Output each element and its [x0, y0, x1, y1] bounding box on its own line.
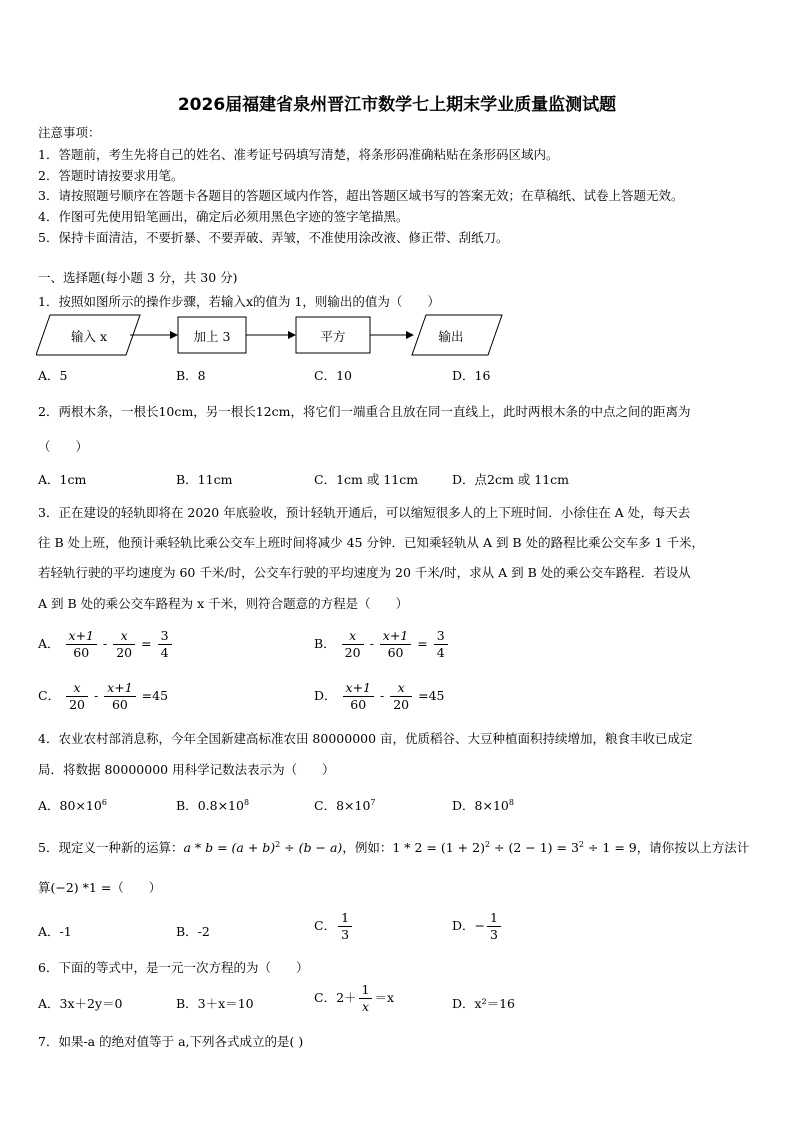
q4-line-1: 4．农业农村部消息称，今年全国新建高标准农田 80000000 亩，优质稻谷、大豆种植面积持续增加，粮食丰收已成定: [38, 731, 693, 746]
notice-item-3: 3．请按照题号顺序在答题卡各题目的答题区域内作答，超出答题区域书写的答案无效；在草稿纸、试卷上答题无效。: [38, 188, 684, 203]
q4-line-2: 局．将数据 80000000 用科学记数法表示为（ ）: [38, 762, 335, 777]
q1-option-b: B．8: [176, 368, 206, 383]
q7-stem: 7．如果-a 的绝对值等于 a,下列各式成立的是( ): [38, 1034, 304, 1049]
q5-line-2: 算(−2) *1 =（ ）: [38, 880, 162, 895]
q6-stem: 6．下面的等式中，是一元一次方程的为（ ）: [38, 960, 309, 975]
section-heading: 一、选择题(每小题 3 分，共 30 分): [38, 270, 238, 285]
q3-option-b: B． $\frac{x}{20}$ - $\frac{x+1}{60}$ = $\frac{3}{4}$: [314, 628, 450, 661]
q4-option-a: A．$80\times 10^6$: [38, 797, 107, 813]
q5-option-c: C． $\frac{1}{3}$: [314, 910, 354, 943]
flow-output-label: 输出: [438, 329, 464, 344]
q1-option-a: A．5: [38, 368, 68, 383]
q6-option-c: C．2＋ $\frac{1}{x}$ ＝x: [314, 982, 395, 1014]
q4-option-d: D．$8\times 10^8$: [452, 797, 514, 813]
q5-option-a: A．-1: [38, 924, 72, 939]
q1-option-c: C．10: [314, 368, 352, 383]
flow-square-label: 平方: [320, 329, 346, 344]
q3-option-a: A． $\frac{x+1}{60}$ - $\frac{x}{20}$ = $\frac{3}{4}$: [38, 628, 174, 661]
q4-option-c: C．$8\times 10^7$: [314, 797, 376, 813]
q2-option-b: B．11cm: [176, 472, 233, 487]
q6-option-a: A．3x＋2y＝0: [38, 996, 123, 1011]
flow-input-label: 输入 x: [70, 329, 108, 344]
q2-option-c: C．1cm 或 11cm: [314, 472, 419, 487]
q6-option-d: D．x²＝16: [452, 996, 515, 1011]
q3-line-2: 往 B 处上班，他预计乘轻轨比乘公交车上班时间将减少 45 分钟．已知乘轻轨从 A 到 B 处的路程比乘公交车多 1 千米，: [38, 535, 704, 550]
q5-option-b: B．-2: [176, 924, 210, 939]
q2-option-d: D．点2cm 或 11cm: [452, 472, 570, 487]
q3-line-1: 3．正在建设的轻轨即将在 2020 年底验收，预计轻轨开通后，可以缩短很多人的上下班时间．小徐住在 A 处，每天去: [38, 505, 691, 520]
q3-line-4: A 到 B 处的乘公交车路程为 x 千米，则符合题意的方程是（ ）: [38, 596, 409, 611]
notice-heading: 注意事项：: [38, 125, 101, 140]
notice-item-1: 1．答题前，考生先将自己的姓名、准考证号码填写清楚，将条形码准确粘贴在条形码区域内。: [38, 147, 559, 162]
notice-item-5: 5．保持卡面清洁，不要折暴、不要弄破、弄皱，不准使用涂改液、修正带、刮纸刀。: [38, 230, 509, 245]
q1-option-d: D．16: [452, 368, 491, 383]
q4-option-b: B．$0.8\times 10^8$: [176, 797, 250, 813]
q3-option-d: D． $\frac{x+1}{60}$ - $\frac{x}{20}$ =45: [314, 680, 445, 712]
notice-item-4: 4．作图可先使用铅笔画出，确定后必须用黑色字迹的签字笔描黑。: [38, 209, 409, 224]
q2-option-a: A．1cm: [38, 472, 87, 487]
q5-line-1: 5．现定义一种新的运算：$a * b = (a + b)^2 \div (b - a)$，例如：$1 * 2 = (1 + 2)^2 \div (2 - 1) = 3^2 \div 1 = 9$，请你按以上方法计: [38, 839, 750, 855]
flow-add-label: 加上 3: [193, 329, 231, 344]
q2-stem: 2．两根木条，一根长10cm，另一根长12cm，将它们一端重合且放在同一直线上，此时两根木条的中点之间的距离为: [38, 404, 691, 419]
q6-option-b: B．3＋x＝10: [176, 996, 254, 1011]
page-title: 2026届福建省泉州晋江市数学七上期末学业质量监测试题: [177, 95, 617, 115]
q5-option-d: D．− $\frac{1}{3}$: [452, 910, 503, 943]
notice-item-2: 2．答题时请按要求用笔。: [38, 168, 184, 183]
q3-line-3: 若轻轨行驶的平均速度为 60 千米/时，公交车行驶的平均速度为 20 千米/时，求从 A 到 B 处的乘公交车路程．若设从: [38, 565, 691, 580]
q2-stem-2: （ ）: [38, 439, 89, 454]
q1-stem: 1．按照如图所示的操作步骤，若输入x的值为 1，则输出的值为（ ）: [38, 294, 440, 309]
q3-option-c: C． $\frac{x}{20}$ - $\frac{x+1}{60}$ =45: [38, 680, 169, 712]
